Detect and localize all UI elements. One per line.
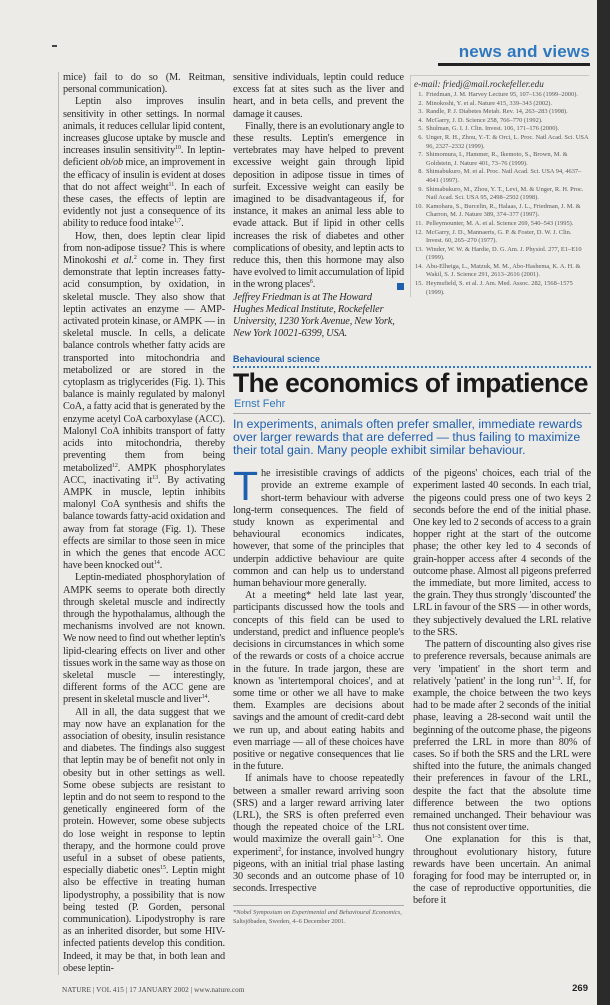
footnote-location: Saltsjöbaden, Sweden, 4–6 December 2001. bbox=[233, 917, 346, 925]
reference-number: 9. bbox=[418, 185, 423, 193]
reference-item bbox=[414, 220, 589, 229]
reference-item bbox=[414, 100, 589, 109]
reference-item bbox=[414, 229, 589, 246]
article-author: Ernst Fehr bbox=[234, 398, 286, 411]
paragraph: Leptin-mediated phosphorylation of AMPK seems to operate both directly through skeletal muscle and indirectly through the hypothalamus, although the mechanisms involved are not known. We now need to find out whether leptin's lipid-clearing effects on liver and other tissues work in the same way as those on skeletal muscle — interestingly, different forms of the ACC gene are present in skeletal muscle and liver$^{14}$. bbox=[63, 572, 225, 706]
paragraph: At a meeting* held late last year, participants discussed how the tools and concepts of this field can be used to understand, predict and influence people's decisions in circumstances in which some of the rewards or costs of a choice accrue in the future. In trade jargon, these are known as 'intertemporal choices', and at some time or other we all have to make them. Examples are decisions about savings and the amount of credit-card debt we run up, and about eating habits and even marriage — all of these choices have positive or negative consequences that lie in the future. bbox=[233, 590, 404, 773]
reference-item bbox=[414, 168, 589, 185]
article-section-label: Behavioural science bbox=[233, 354, 321, 365]
reference-item bbox=[414, 125, 589, 134]
reference-text: Shimabukuro, M., Zhou, Y. T., Levi, M. & Unger, R. H. Proc. Natl Acad. Sci. USA 95, 2498–2502 (1998). bbox=[426, 185, 584, 202]
reference-number: 1. bbox=[418, 91, 423, 98]
article-title: The economics of impatience bbox=[233, 368, 588, 399]
paragraph: If animals have to choose repeatedly between a smaller reward arriving soon (SRS) and a larger reward arriving later (LRL), the SRS is often preferred even though the repeated choice of the LRL would maximize the overall gain$^{1-3}$. One experiment$^2$, for instance, involved hungry pigeons, with an initial trial phase lasting 30 seconds and an outcome phase of 10 seconds. Irrespective bbox=[233, 773, 405, 895]
reference-text: Shimomura, I., Hammer, R., Ikemoto, S., Brown, M. & Goldstein, J. Nature 401, 73–76 (1999). bbox=[426, 151, 568, 167]
reference-number: 3. bbox=[418, 108, 423, 116]
paragraph: How, then, does leptin clear lipid from non-adipose tissue? This is where Minokoshi et al.$^2$ come in. They first demonstrate that leptin increases fatty-acid consumption, by oxidation, in skeletal muscle. They also show that leptin activates an enzyme — AMP-activated protein kinase, or AMPK — in skeletal muscle. In cells, a delicate balance controls whether fatty acids are transported into mitochondria and metabolized or are stored in the cytoplasm as triglycerides (Fig. 1). This balance is mainly regulated by malonyl CoA, a fatty acid that is generated by the enzyme acetyl CoA carboxylase (ACC). Malonyl CoA inhibits transport of fatty acids into mitochondria, thereby preventing them from being metabolized$^{12}$. AMPK phosphorylates ACC, inactivating $it^{13}$. By activating AMPK in muscle, leptin inhibits malonyl CoA synthesis and shifts the balance towards fatty-acid oxidation and away from fat storage (Fig. 1). These effects are similar to those seen in mice in which the genes that encode ACC have been knocked out$^{14}$. bbox=[63, 230, 225, 572]
right-columns bbox=[233, 72, 591, 926]
page-number: 269 bbox=[572, 983, 588, 995]
impatience-article-column-1 bbox=[233, 463, 405, 895]
citation-superscript: 1–3 bbox=[551, 675, 561, 682]
paragraph: mice) fail to do so (M. Reitman, personal communication). bbox=[63, 72, 225, 96]
reference-number: 10. bbox=[415, 202, 423, 210]
reference-text: McGarry, J. D., Mannaerts, G. P. & Foster, D. W. J. Clin. Invest. 60, 265–270 (1977). bbox=[426, 228, 572, 245]
author-email[interactable]: e-mail: friedj@mail.rockefeller.edu bbox=[414, 79, 544, 89]
italic-term: et al. bbox=[111, 255, 134, 267]
citation-superscript: 1,7 bbox=[174, 218, 182, 225]
header-rule bbox=[438, 63, 590, 66]
impatience-left bbox=[233, 463, 405, 926]
reference-text: McGarry, J. D. Science 258, 766–770 (1992). bbox=[426, 116, 543, 124]
journal-footer: NATURE | VOL 415 | 17 JANUARY 2002 | www.nature.com bbox=[62, 986, 245, 995]
citation-superscript: 14 bbox=[201, 694, 208, 701]
reference-number: 4. bbox=[418, 116, 423, 124]
page-body bbox=[62, 72, 591, 975]
citation-superscript: 12 bbox=[112, 462, 118, 469]
paragraph: he irresistible cravings of addicts provide an extreme example of short-term behaviour with adverse long-term consequences. The field of study known as experimental and behavioural economics indicates, however, that some of the principles that underpin addictive behaviour are quite common and can help us to understand human behaviour more generally. bbox=[233, 468, 404, 590]
reference-item bbox=[414, 117, 589, 126]
reference-text: Friedman, J. M. Harvey Lecture 95, 107–136 (1999–2000). bbox=[426, 91, 578, 98]
paragraph: of the pigeons' choices, each trial of the experiment lasted 40 seconds. In each trial, the pigeons could press one of two keys 2 seconds before the end of the initial phase. One key led to 2 seconds of access to a grain hopper right at the start of the outcome phase; the other key led to 4 seconds of grain-hopper access after 4 seconds of the outcome phase. Almost all pigeons preferred the immediate, but more limited, access to the grain. They thus strongly 'discounted' the LRL in favour of the SRS — in other words, they subjectively devalued the LRL relative to the SRS. bbox=[413, 468, 591, 638]
reference-number: 13. bbox=[415, 245, 423, 253]
citation-superscript: 14 bbox=[153, 560, 160, 567]
footnote-meeting: *Nobel Symposium on Experimental and Behavioural Economics, bbox=[233, 909, 402, 917]
reference-text: Winder, W. W. & Hardie, D. G. Am. J. Physiol. 277, E1–E10 (1999). bbox=[426, 245, 582, 262]
reference-number: 11. bbox=[415, 219, 423, 227]
drop-cap: T bbox=[233, 463, 258, 510]
footnote-rule bbox=[233, 905, 404, 906]
reference-number: 5. bbox=[418, 125, 423, 133]
citation-superscript: 11 bbox=[168, 181, 175, 188]
reference-text: Minokoshi, Y. et al. Nature 415, 339–343 (2002). bbox=[426, 99, 553, 107]
reference-item bbox=[414, 246, 589, 263]
reference-item bbox=[414, 151, 589, 168]
reference-text: Unger, R. H., Zhou, Y.-T. & Orci, L. Proc. Natl Acad. Sci. USA 96, 2327–2332 (1999). bbox=[426, 133, 589, 150]
citation-superscript: 15 bbox=[160, 865, 166, 872]
reference-text: Randle, P. J. Diabetes Metab. Rev. 14, 263–283 (1998). bbox=[426, 108, 568, 116]
reference-text: Shimabukuro, M. et al. Proc. Natl Acad. Sci. USA 94, 4637–4641 (1997). bbox=[426, 168, 582, 184]
paragraph: The pattern of discounting also gives rise to preference reversals, because animals are very 'impatient' in the short term and relatively 'patient' in the long run$^{1-3}$. If, for example, the choice between the two keys had to be made after 2 seconds of the initial phase, leaving a 28-second wait until the beginning of the outcome phase, the pigeons preferred the LRL in more than 80% of cases. So if both the SRS and the LRL were shifted into the future, the animals changed their preferences in favour of the LRL, despite the fact that the absolute time difference between the two options remained unchanged. Their behaviour was thus not consistent over time. bbox=[413, 639, 591, 834]
reference-text: Pelleymounter, M. A. et al. Science 269, 540–543 (1995). bbox=[426, 219, 574, 227]
paragraph: Leptin also improves insulin sensitivity in other settings. In normal animals, it reduces cellular lipid content, increases glucose uptake by muscle and increases insulin sensitivity$^{10}$. In leptin-deficient ob/ob mice, an improvement in the efficacy of insulin is evident at doses that do not affect weight$^{11}$. In each of these cases, the effects of leptin are evidently not just a consequence of its ability to reduce food intake$^{1,7}$. bbox=[63, 96, 225, 230]
reference-item bbox=[414, 108, 589, 117]
paragraph: One explanation for this is that, throughout evolutionary history, future rewards have been uncertain. An animal foraging for food may be interrupted or, in the case of reproductive opportunities, die before it bbox=[413, 834, 591, 907]
leptin-article-column-1 bbox=[58, 72, 225, 975]
title-rule bbox=[233, 413, 591, 414]
reference-number: 8. bbox=[418, 168, 423, 176]
reference-text: Heymsfield, S. et al. J. Am. Med. Assoc. 282, 1568–1575 (1999). bbox=[426, 280, 573, 296]
reference-number: 6. bbox=[418, 133, 423, 141]
section-header: news and views bbox=[458, 42, 590, 61]
reference-number: 7. bbox=[418, 151, 423, 159]
reference-item bbox=[414, 186, 589, 203]
author-affiliation: Jeffrey Friedman is at The Howard Hughes Medical Institute, Rockefeller University, 1230 York Avenue, New York, New York 10021-6399, USA. bbox=[233, 291, 395, 340]
reference-item bbox=[414, 91, 589, 100]
leptin-article-conclusion bbox=[233, 72, 404, 292]
article-standfirst: In experiments, animals often prefer smaller, immediate rewards over larger rewards that are deferred — thus failing to maximize their total gain. Many people exhibit similar behaviour. bbox=[233, 417, 583, 457]
paragraph: All in all, the data suggest that we may now have an explanation for the association of obesity, insulin resistance and diabetes. The findings also suggest that leptin may be of benefit not only in obesity but in other settings as well. Some obese subjects are resistant to leptin and do not seem to respond to the genetically engineered form of the protein. However, some obese subjects do lose weight in response to leptin therapy, and the hormone could prove useful in a subset of obese patients, especially diabetic ones$^{15}$. Leptin might also be effective in treating human lipodystrophy, a possibility that is now being tested (P. Gorden, personal communication). Lipodystrophy is rare as an inherited disorder, but some HIV-infected patients develop this condition. Indeed, it may be that, in both lean and obese leptin- bbox=[63, 706, 225, 974]
reference-item bbox=[414, 263, 589, 280]
crop-mark bbox=[52, 45, 57, 47]
citation-superscript: 1–3 bbox=[371, 834, 381, 841]
citation-superscript: 2 bbox=[278, 846, 282, 853]
reference-number: 14. bbox=[415, 262, 423, 270]
reference-number: 2. bbox=[418, 99, 423, 107]
footer-row bbox=[62, 983, 588, 995]
reference-list bbox=[414, 91, 589, 297]
reference-number: 12. bbox=[415, 228, 423, 236]
impatience-article-column-2 bbox=[413, 468, 591, 907]
leptin-article-end bbox=[233, 72, 591, 340]
references-box bbox=[410, 75, 589, 297]
citation-superscript: 13 bbox=[152, 474, 159, 481]
reference-item bbox=[414, 280, 589, 297]
impatience-body-1 bbox=[233, 463, 405, 895]
citation-superscript: 2 bbox=[133, 255, 137, 262]
leptin-article-column-2 bbox=[233, 72, 404, 340]
citation-superscript: 10 bbox=[175, 145, 181, 152]
article-heading bbox=[233, 354, 591, 456]
reference-number: 15. bbox=[415, 280, 423, 288]
reference-item bbox=[414, 134, 589, 151]
reference-text: Shulman, G. I. J. Clin. Invest. 106, 171–176 (2000). bbox=[426, 125, 560, 133]
reference-text: Abu-Elheiga, L., Matzuk, M. M., Abo-Hashema, K. A. H. & Wakil, S. J. Science 291, 2613–2616 (2001). bbox=[426, 262, 581, 279]
paragraph: sensitive individuals, leptin could reduce excess fat at sites such as the liver and heart, and in beta cells, and prevent the damage it causes. bbox=[233, 72, 404, 120]
italic-term: ob/ob bbox=[100, 157, 124, 169]
article-body bbox=[233, 463, 591, 926]
reference-item bbox=[414, 203, 589, 220]
citation-superscript: 6 bbox=[309, 279, 313, 286]
reference-text: Kamohara, S., Burcelin, R., Halaas, J. L., Friedman, J. M. & Charron, M. J. Nature 389, 374–377 (1997). bbox=[426, 202, 581, 219]
paragraph: Finally, there is an evolutionary angle to these results. Leptin's emergence in vertebrates may have helped to prevent excessive weight gain through lipid deposition in adipose tissue in times of surfeit. Excessive weight can easily be imagined to be disadvantageous if, for instance, it makes an animal less able to evade attack. But if lipid in other cells increases the risk of diabetes and other complications of obesity, and leptin acts to reduce this, then this hormone may also have evolved to limit accumulation of lipid in the wrong places$^6$. bbox=[233, 120, 404, 291]
footnote bbox=[233, 909, 404, 926]
